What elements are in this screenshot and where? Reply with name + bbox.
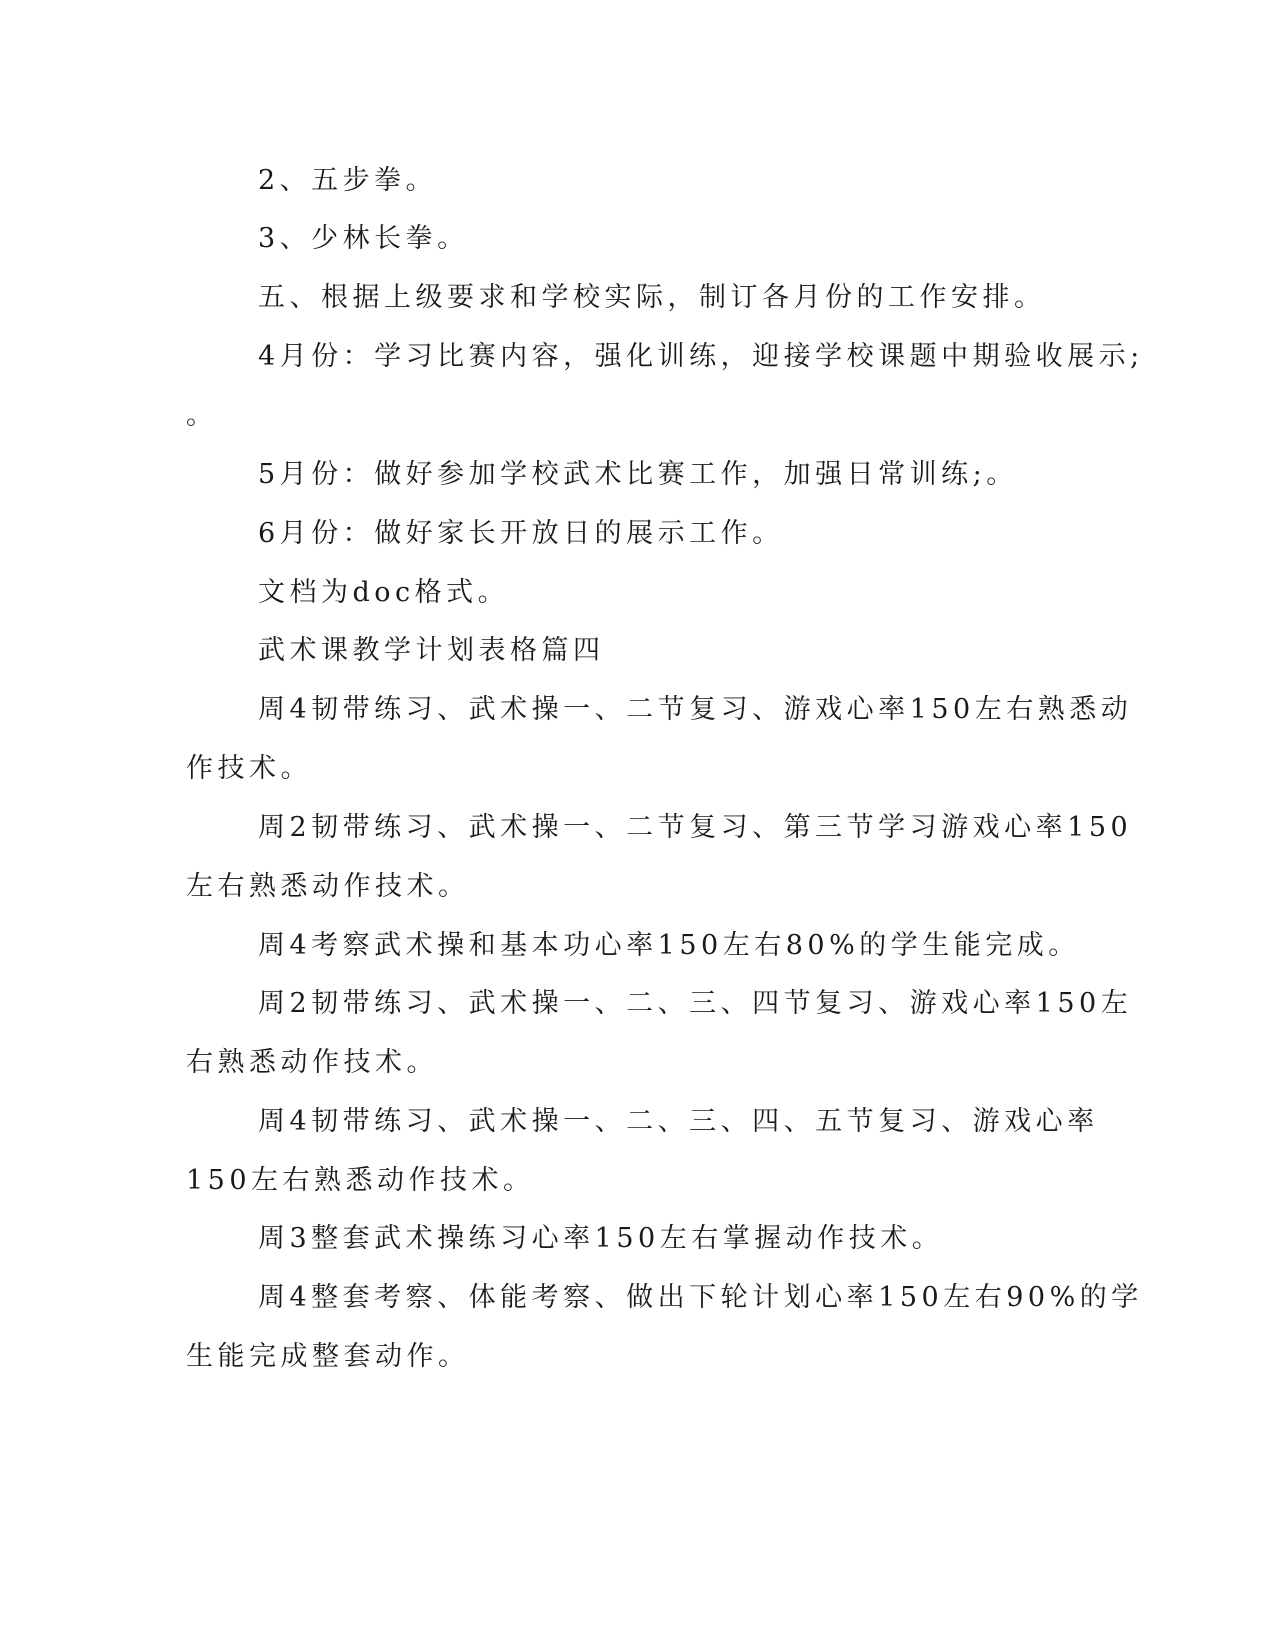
section-heading-monthly-plan: 五、根据上级要求和学校实际，制订各月份的工作安排。 (258, 282, 1046, 313)
paragraph-week-2: 周2韧带练习、武术操一、二节复习、第三节学习游戏心率150 (258, 812, 1133, 843)
list-item-shaolin-changquan: 3、少林长拳。 (258, 223, 469, 254)
paragraph-week-4-continued: 右熟悉动作技术。 (186, 1047, 438, 1078)
paragraph-week-7-continued: 生能完成整套动作。 (186, 1341, 470, 1372)
paragraph-april: 4月份：学习比赛内容，强化训练，迎接学校课题中期验收展示; (258, 341, 1144, 372)
paragraph-doc-format: 文档为doc格式。 (258, 577, 510, 608)
paragraph-week-1: 周4韧带练习、武术操一、二节复习、游戏心率150左右熟悉动 (258, 694, 1133, 725)
paragraph-week-2-continued: 左右熟悉动作技术。 (186, 871, 470, 902)
paragraph-june: 6月份：做好家长开放日的展示工作。 (258, 518, 784, 549)
section-title-part-four: 武术课教学计划表格篇四 (258, 635, 605, 666)
list-item-wubuquan: 2、五步拳。 (258, 165, 438, 196)
paragraph-week-7: 周4整套考察、体能考察、做出下轮计划心率150左右90%的学 (258, 1282, 1143, 1313)
paragraph-week-5-continued: 150左右熟悉动作技术。 (186, 1165, 535, 1196)
paragraph-may: 5月份：做好参加学校武术比赛工作，加强日常训练;。 (258, 459, 1018, 490)
paragraph-week-4: 周2韧带练习、武术操一、二、三、四节复习、游戏心率150左 (258, 988, 1133, 1019)
paragraph-april-continued: 。 (186, 400, 218, 431)
paragraph-week-3: 周4考察武术操和基本功心率150左右80%的学生能完成。 (258, 930, 1080, 961)
paragraph-week-5: 周4韧带练习、武术操一、二、三、四、五节复习、游戏心率 (258, 1106, 1099, 1137)
paragraph-week-1-continued: 作技术。 (186, 753, 312, 784)
paragraph-week-6: 周3整套武术操练习心率150左右掌握动作技术。 (258, 1223, 944, 1254)
